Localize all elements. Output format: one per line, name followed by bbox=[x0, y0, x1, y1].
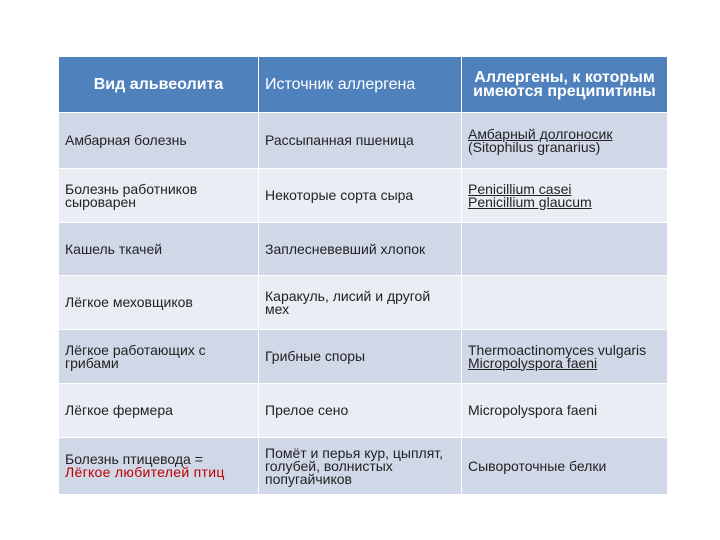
cell-allergen bbox=[462, 330, 668, 384]
cell-type: Амбарная болезнь bbox=[59, 113, 259, 169]
header-allergen: Аллергены, к которым имеются преципитины bbox=[462, 57, 668, 113]
allergen-link[interactable]: Micropolyspora faeni bbox=[468, 354, 598, 371]
cell-allergen bbox=[462, 169, 668, 223]
cell-type: Лёгкое работающих с грибами bbox=[59, 330, 259, 384]
cell-source: Грибные споры bbox=[259, 330, 462, 384]
allergen-text: Thermoactinomyces vulgaris bbox=[468, 341, 647, 358]
table-row bbox=[59, 169, 668, 223]
cell-source: Прелое сено bbox=[259, 384, 462, 438]
table-row bbox=[59, 223, 668, 276]
cell-source: Каракуль, лисий и другой мех bbox=[259, 276, 462, 330]
cell-type: Болезнь работников сыроварен bbox=[59, 169, 259, 223]
table-row bbox=[59, 276, 668, 330]
alveolitis-table bbox=[58, 56, 668, 495]
cell-allergen: Сывороточные белки bbox=[462, 438, 668, 495]
header-type: Вид альвеолита bbox=[59, 57, 259, 113]
cell-source: Помёт и перья кур, цыплят, голубей, волнистых попугайчиков bbox=[259, 438, 462, 495]
header-source: Источник аллергена bbox=[259, 57, 462, 113]
allergen-link[interactable]: Амбарный долгоносик bbox=[468, 125, 613, 142]
table-row bbox=[59, 330, 668, 384]
type-line-red: Лёгкое любителей птиц bbox=[65, 464, 225, 480]
type-line: Болезнь птицевода = bbox=[65, 451, 203, 467]
table-header-row bbox=[59, 57, 668, 113]
cell-source: Некоторые сорта сыра bbox=[259, 169, 462, 223]
table-row bbox=[59, 113, 668, 169]
cell-type bbox=[59, 438, 259, 495]
cell-type: Лёгкое фермера bbox=[59, 384, 259, 438]
cell-allergen bbox=[462, 276, 668, 330]
cell-allergen bbox=[462, 223, 668, 276]
table-row bbox=[59, 384, 668, 438]
allergen-link[interactable]: Penicillium casei bbox=[468, 180, 572, 197]
cell-type: Кашель ткачей bbox=[59, 223, 259, 276]
cell-source: Рассыпанная пшеница bbox=[259, 113, 462, 169]
cell-type: Лёгкое меховщиков bbox=[59, 276, 259, 330]
cell-allergen bbox=[462, 113, 668, 169]
table-row bbox=[59, 438, 668, 495]
allergen-text: (Sitophilus granarius) bbox=[468, 138, 601, 155]
cell-source: Заплесневевший хлопок bbox=[259, 223, 462, 276]
allergen-link[interactable]: Penicillium glaucum bbox=[468, 193, 592, 210]
cell-allergen: Micropolyspora faeni bbox=[462, 384, 668, 438]
